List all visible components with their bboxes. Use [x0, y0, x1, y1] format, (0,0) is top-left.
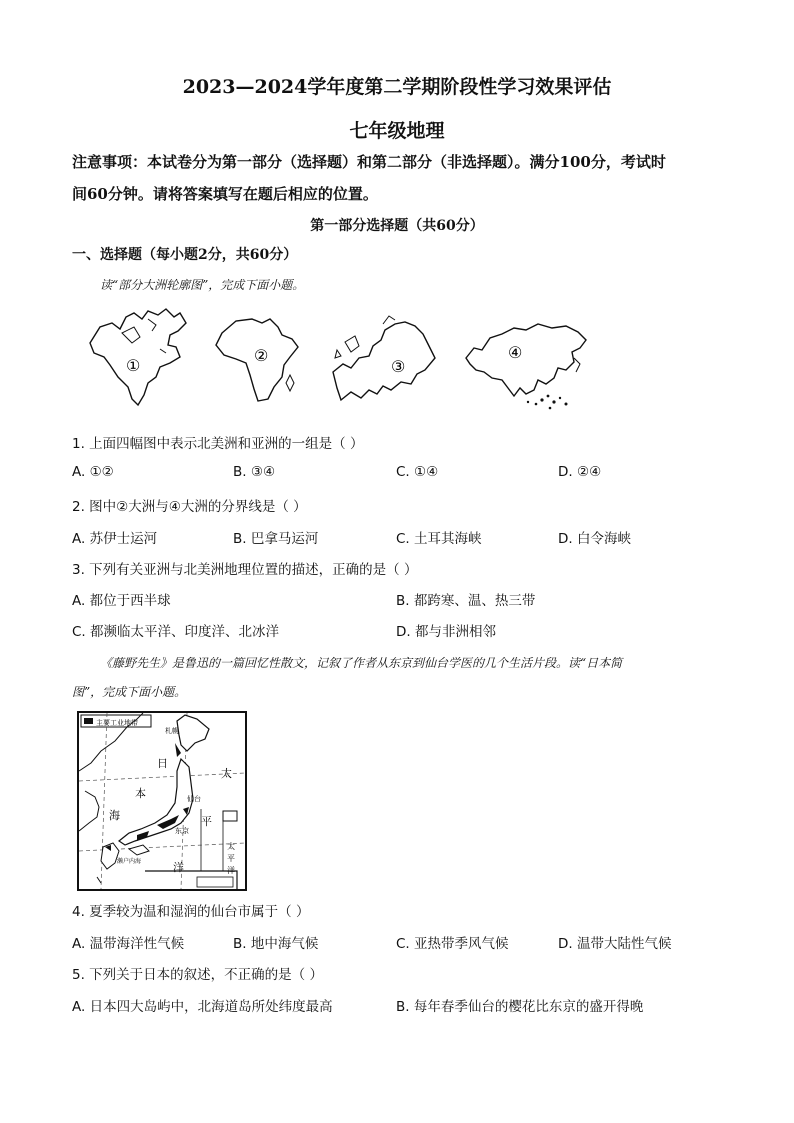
q5-option-b[interactable]: B. 每年春季仙台的樱花比东京的盛开得晚	[396, 999, 644, 1015]
q2-option-a[interactable]: A. 苏伊士运河	[72, 531, 158, 547]
question-5: 5. 下列关于日本的叙述，不正确的是（ ）	[72, 967, 323, 983]
question-1: 1. 上面四幅图中表示北美洲和亚洲的一组是（ ）	[72, 436, 364, 452]
map-label-3: ③	[391, 357, 406, 376]
continent-map-africa	[212, 313, 304, 405]
question-4: 4. 夏季较为温和湿润的仙台市属于（ ）	[72, 904, 310, 920]
group2-intro-line-2: 图”，完成下面小题。	[72, 685, 187, 699]
map-label-ben: 本	[135, 787, 146, 800]
map-label-tai: 太	[221, 767, 232, 780]
map-label-yang-2: 洋	[227, 866, 235, 875]
japan-map	[77, 711, 247, 891]
map-label-setonaikai: 濑户内海	[117, 858, 142, 865]
q4-option-c[interactable]: C. 亚热带季风气候	[396, 936, 509, 952]
q1-option-b[interactable]: B. ③④	[233, 464, 276, 480]
q4-option-b[interactable]: B. 地中海气候	[233, 936, 319, 952]
map-label-sapporo: 札幌	[165, 727, 179, 735]
q1-option-a[interactable]: A. ①②	[72, 464, 114, 480]
map-label-2: ②	[254, 346, 269, 365]
continent-map-europe	[325, 312, 440, 407]
notice-line-1: 注意事项：本试卷分为第一部分（选择题）和第二部分（非选择题）。满分100分，考试时	[72, 153, 666, 171]
q2-option-b[interactable]: B. 巴拿马运河	[233, 531, 319, 547]
map-label-4: ④	[508, 343, 523, 362]
map-label-1: ①	[126, 356, 141, 375]
q4-option-d[interactable]: D. 温带大陆性气候	[558, 936, 672, 952]
question-2: 2. 图中②大洲与④大洲的分界线是（ ）	[72, 499, 307, 515]
map-label-tokyo: 东京	[175, 827, 189, 835]
q5-option-a[interactable]: A. 日本四大岛屿中，北海道岛所处纬度最高	[72, 999, 333, 1015]
continent-map-asia	[462, 318, 592, 413]
map-legend-text: 主要工业地带	[96, 719, 138, 727]
q2-option-d[interactable]: D. 白令海峡	[558, 531, 631, 547]
part1-heading: 第一部分选择题（共60分）	[310, 218, 484, 234]
continent-map-north-america	[82, 305, 202, 410]
question-3: 3. 下列有关亚洲与北美洲地理位置的描述，正确的是（ ）	[72, 562, 418, 578]
q1-option-c[interactable]: C. ①④	[396, 464, 439, 480]
q3-option-c[interactable]: C. 都濒临太平洋、印度洋、北冰洋	[72, 624, 280, 640]
group1-intro: 读“部分大洲轮廓图”，完成下面小题。	[100, 278, 305, 292]
map-label-ping: 平	[201, 815, 212, 828]
q4-option-a[interactable]: A. 温带海洋性气候	[72, 936, 185, 952]
q3-option-b[interactable]: B. 都跨寒、温、热三带	[396, 593, 536, 609]
q3-option-a[interactable]: A. 都位于西半球	[72, 593, 171, 609]
map-label-tai-2: 太	[227, 842, 235, 851]
map-label-ping-2: 平	[227, 854, 235, 863]
map-label-hai: 海	[109, 809, 120, 822]
map-label-sendai: 仙台	[187, 795, 201, 803]
map-label-yang: 洋	[173, 861, 184, 874]
exam-subtitle: 七年级地理	[349, 120, 445, 142]
q2-option-c[interactable]: C. 土耳其海峡	[396, 531, 482, 547]
q3-option-d[interactable]: D. 都与非洲相邻	[396, 624, 496, 640]
exam-title: 2023—2024学年度第二学期阶段性学习效果评估	[182, 76, 612, 98]
section1-heading: 一、选择题（每小题2分，共60分）	[72, 247, 298, 263]
q1-option-d[interactable]: D. ②④	[558, 464, 602, 480]
group2-intro-line-1: 《藤野先生》是鲁迅的一篇回忆性散文，记叙了作者从东京到仙台学医的几个生活片段。读“日本简	[100, 656, 623, 670]
notice-line-2: 间60分钟。请将答案填写在题后相应的位置。	[72, 185, 378, 203]
map-label-ri: 日	[157, 757, 168, 770]
